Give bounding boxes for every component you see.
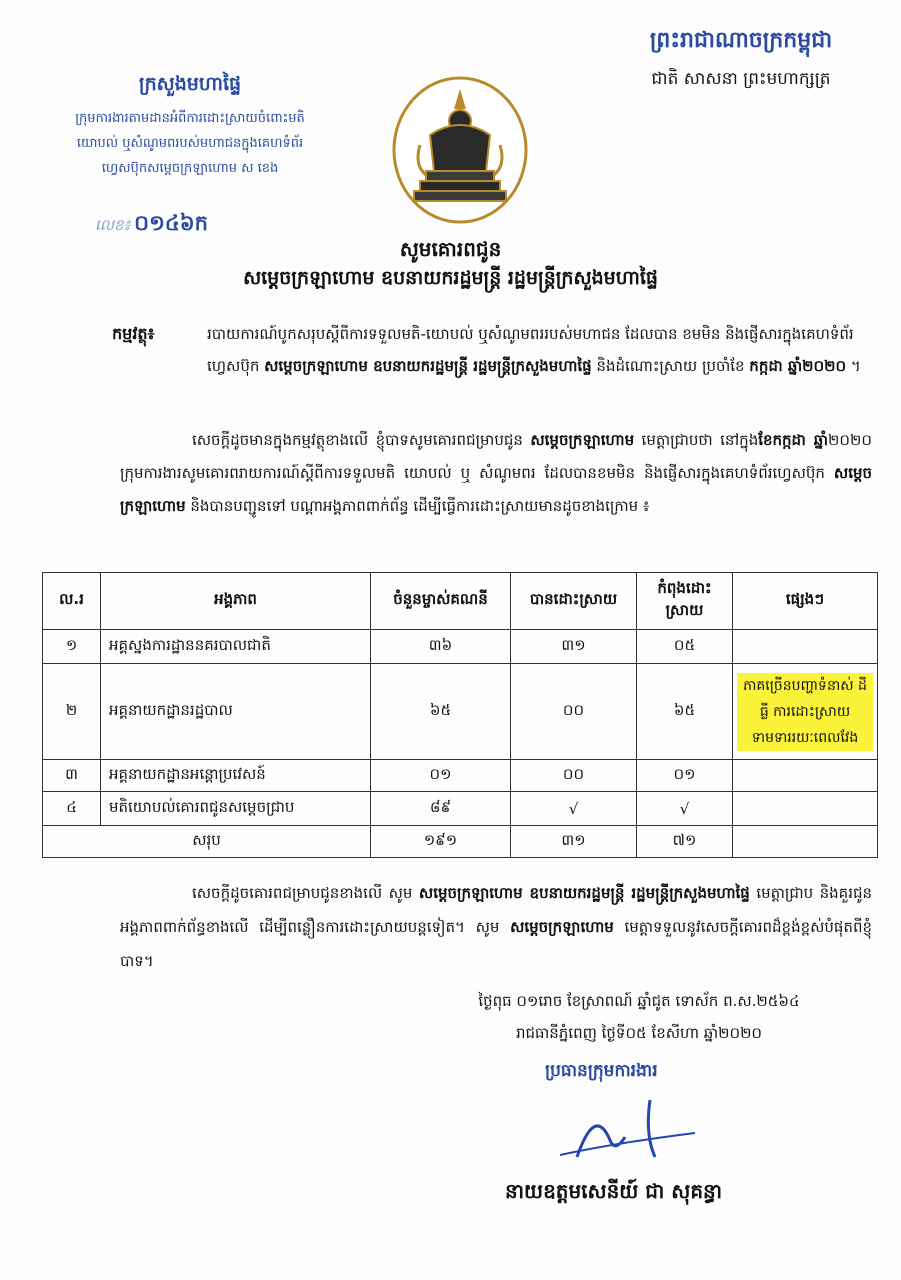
cell-other (733, 760, 878, 792)
total-label: សរុប (43, 826, 371, 858)
ministry-name: ក្រសួងមហាផ្ទៃ (138, 73, 242, 95)
reference-label: លេខ៖ (95, 216, 131, 234)
table-row (43, 630, 878, 664)
cell-unit: អគ្គនាយកដ្ឋានរដ្ឋបាល (101, 664, 371, 760)
subject-block (112, 318, 872, 382)
cell-accounts: ៦៥ (371, 664, 511, 760)
solar-date: រាជធានីភ្នំពេញ ថ្ងៃទី០៥ ខែសីហា ឆ្នាំ២០២០ (515, 1024, 763, 1042)
signer-name: នាយឧត្តមសេនីយ៍ ជា សុគន្ធា (505, 1179, 723, 1203)
body-text: មេត្តាទទួលនូវសេចក្តីគោរពដ៏ខ្ពង់ខ្ពស់បំផុតពីខ្ញុំបាទ។ (120, 918, 872, 970)
cell-resolved: ០០ (511, 760, 637, 792)
table-header-row (43, 573, 878, 630)
unit-line-3: ហ្វេសប៊ុកសម្តេចក្រឡាហោម ស ខេង (101, 161, 279, 176)
body-text: និងបានបញ្ជូនទៅ បណ្តាអង្គភាពពាក់ព័ន្ធ ដើម្បីធ្វើការដោះស្រាយមានដូចខាងក្រោម ៖ (185, 497, 650, 515)
body-bold: សម្តេចក្រឡាហោម (530, 431, 635, 449)
cell-in-progress: ០១ (637, 760, 733, 792)
body-bold: សម្តេចក្រឡាហោម (120, 464, 872, 515)
body-text: សេចក្តីដូចគោរពជម្រាបជូនខាងលើ សូម (192, 884, 419, 902)
subject-recipient: សម្តេចក្រឡាហោម ឧបនាយករដ្ឋមន្ត្រី រដ្ឋមន្ត្រីក្រសួងមហាផ្ទៃ (264, 357, 592, 375)
cell-resolved: √ (511, 792, 637, 826)
unit-line-2: យោបល់ ឬសំណូមពរបស់មហាជនក្នុងគេហទំព័រ (76, 136, 304, 151)
table-row (43, 792, 878, 826)
body-bold: សម្តេចក្រឡាហោម (510, 918, 614, 936)
cell-unit: មតិយោបល់គោរពជូនសម្តេចជ្រាប (101, 792, 371, 826)
recipient-title: សម្តេចក្រឡាហោម ឧបនាយករដ្ឋមន្ត្រី រដ្ឋមន្ត្រីក្រសួងមហាផ្ទៃ (243, 267, 658, 289)
header-other: ផ្សេងៗ (733, 573, 878, 630)
body-text: ២០២០ ក្រុមការងារសូមគោរពរាយការណ៍ស្តីពីការទទួលមតិ យោបល់ ឬ សំណូមពរ ដែលបានខមមិន និងផ្ញើសារក្នុងគេហទំព័រហ្វេសប៊ុក (120, 431, 872, 482)
cell-no: ២ (43, 664, 101, 760)
body-text: មេត្តាជ្រាប និងគួរជូនអង្គភាពពាក់ព័ន្ធខាងលើ ដើម្បីពន្លឿនការដោះស្រាយបន្តទៀត។ សូម (120, 884, 873, 936)
cell-accounts: ០១ (371, 760, 511, 792)
royal-emblem-icon (390, 75, 530, 225)
cell-accounts: ៣៦ (371, 630, 511, 664)
reference-value: ០១៤៦ក (134, 211, 208, 235)
cell-accounts: ៨៩ (371, 792, 511, 826)
unit-line-1: ក្រុមការងារតាមដានអំពីការដោះស្រាយចំពោះមតិ (75, 111, 305, 126)
total-accounts: ១៩១ (371, 826, 511, 858)
cell-unit: អគ្គនាយកដ្ឋានអន្តោប្រវេសន៍ (101, 760, 371, 792)
report-table (42, 572, 878, 858)
ministry-block (40, 72, 340, 181)
body-paragraph-1 (120, 424, 872, 523)
highlighted-note: ភាគច្រើនបញ្ហាទំនាស់ ដីធ្លី ការដោះស្រាយ ទាមទាររយៈពេលវែង (737, 673, 873, 751)
header-resolved: បានដោះស្រាយ (511, 573, 637, 630)
body-text: មេត្តាជ្រាបថា នៅក្នុង (634, 431, 759, 449)
cell-no: ៤ (43, 792, 101, 826)
cell-in-progress: ០៥ (637, 630, 733, 664)
cell-resolved: ០០ (511, 664, 637, 760)
subject-text (207, 318, 872, 382)
subject-month: កក្កដា ឆ្នាំ២០២០ (749, 357, 847, 375)
cell-resolved: ៣១ (511, 630, 637, 664)
subject-part: និងដំណោះស្រាយ ប្រចាំខែ (591, 357, 750, 375)
cell-other (733, 664, 878, 760)
header-in-progress: កំពុងដោះស្រាយ (637, 573, 733, 630)
lunar-date: ថ្ងៃពុធ ០១រោច ខែស្រាពណ៍ ឆ្នាំជូត ទោស័ក ព.ស.២៥៦៤ (478, 992, 800, 1010)
date-block (469, 985, 809, 1049)
cell-unit: អគ្គស្នងការដ្ឋាននគរបាលជាតិ (101, 630, 371, 664)
header-unit: អង្គភាព (101, 573, 371, 630)
body-bold: សម្តេចក្រឡាហោម ឧបនាយករដ្ឋមន្ត្រី រដ្ឋមន្ត្រីក្រសួងមហាផ្ទៃ (418, 884, 750, 902)
total-in-progress: ៧១ (637, 826, 733, 858)
signer-title: ប្រធានក្រុមការងារ (545, 1061, 658, 1081)
body-paragraph-2 (120, 876, 872, 978)
cell-no: ១ (43, 630, 101, 664)
cell-in-progress: √ (637, 792, 733, 826)
body-text: សេចក្តីដូចមានក្នុងកម្មវត្ថុខាងលើ ខ្ញុំបាទសូមគោរពជម្រាបជូន (192, 431, 531, 449)
header-no: ល.រ (43, 573, 101, 630)
cell-in-progress: ៦៥ (637, 664, 733, 760)
total-resolved: ៣១ (511, 826, 637, 858)
header-accounts: ចំនួនម្ចាស់គណនី (371, 573, 511, 630)
cell-no: ៣ (43, 760, 101, 792)
salutation: សូមគោរពជូន (399, 237, 502, 261)
cell-other (733, 792, 878, 826)
subject-label: កម្មវត្ថុ៖ (112, 324, 155, 343)
national-motto: ជាតិ សាសនា ព្រះមហាក្សត្រ (651, 69, 831, 89)
kingdom-heading (621, 26, 861, 93)
subject-part: ។ (846, 357, 861, 375)
cell-other (733, 630, 878, 664)
handwritten-signature-icon (555, 1095, 705, 1175)
table-row (43, 760, 878, 792)
kingdom-title: ព្រះរាជាណាចក្រកម្ពុជា (649, 28, 833, 53)
subject-part: របាយការណ៍បូកសរុបស្តីពីការទទួលមតិ-យោបល់ ឬសំណូមពររបស់មហាជន ដែលបាន ខមមិន និងផ្ញើសារក្នុងគេហទំព័រហ្វេសប៊ុក (207, 325, 854, 375)
body-bold: ខែកក្កដា ឆ្នាំ (758, 431, 829, 449)
total-other (733, 826, 878, 858)
table-row (43, 664, 878, 760)
table-total-row (43, 826, 878, 858)
